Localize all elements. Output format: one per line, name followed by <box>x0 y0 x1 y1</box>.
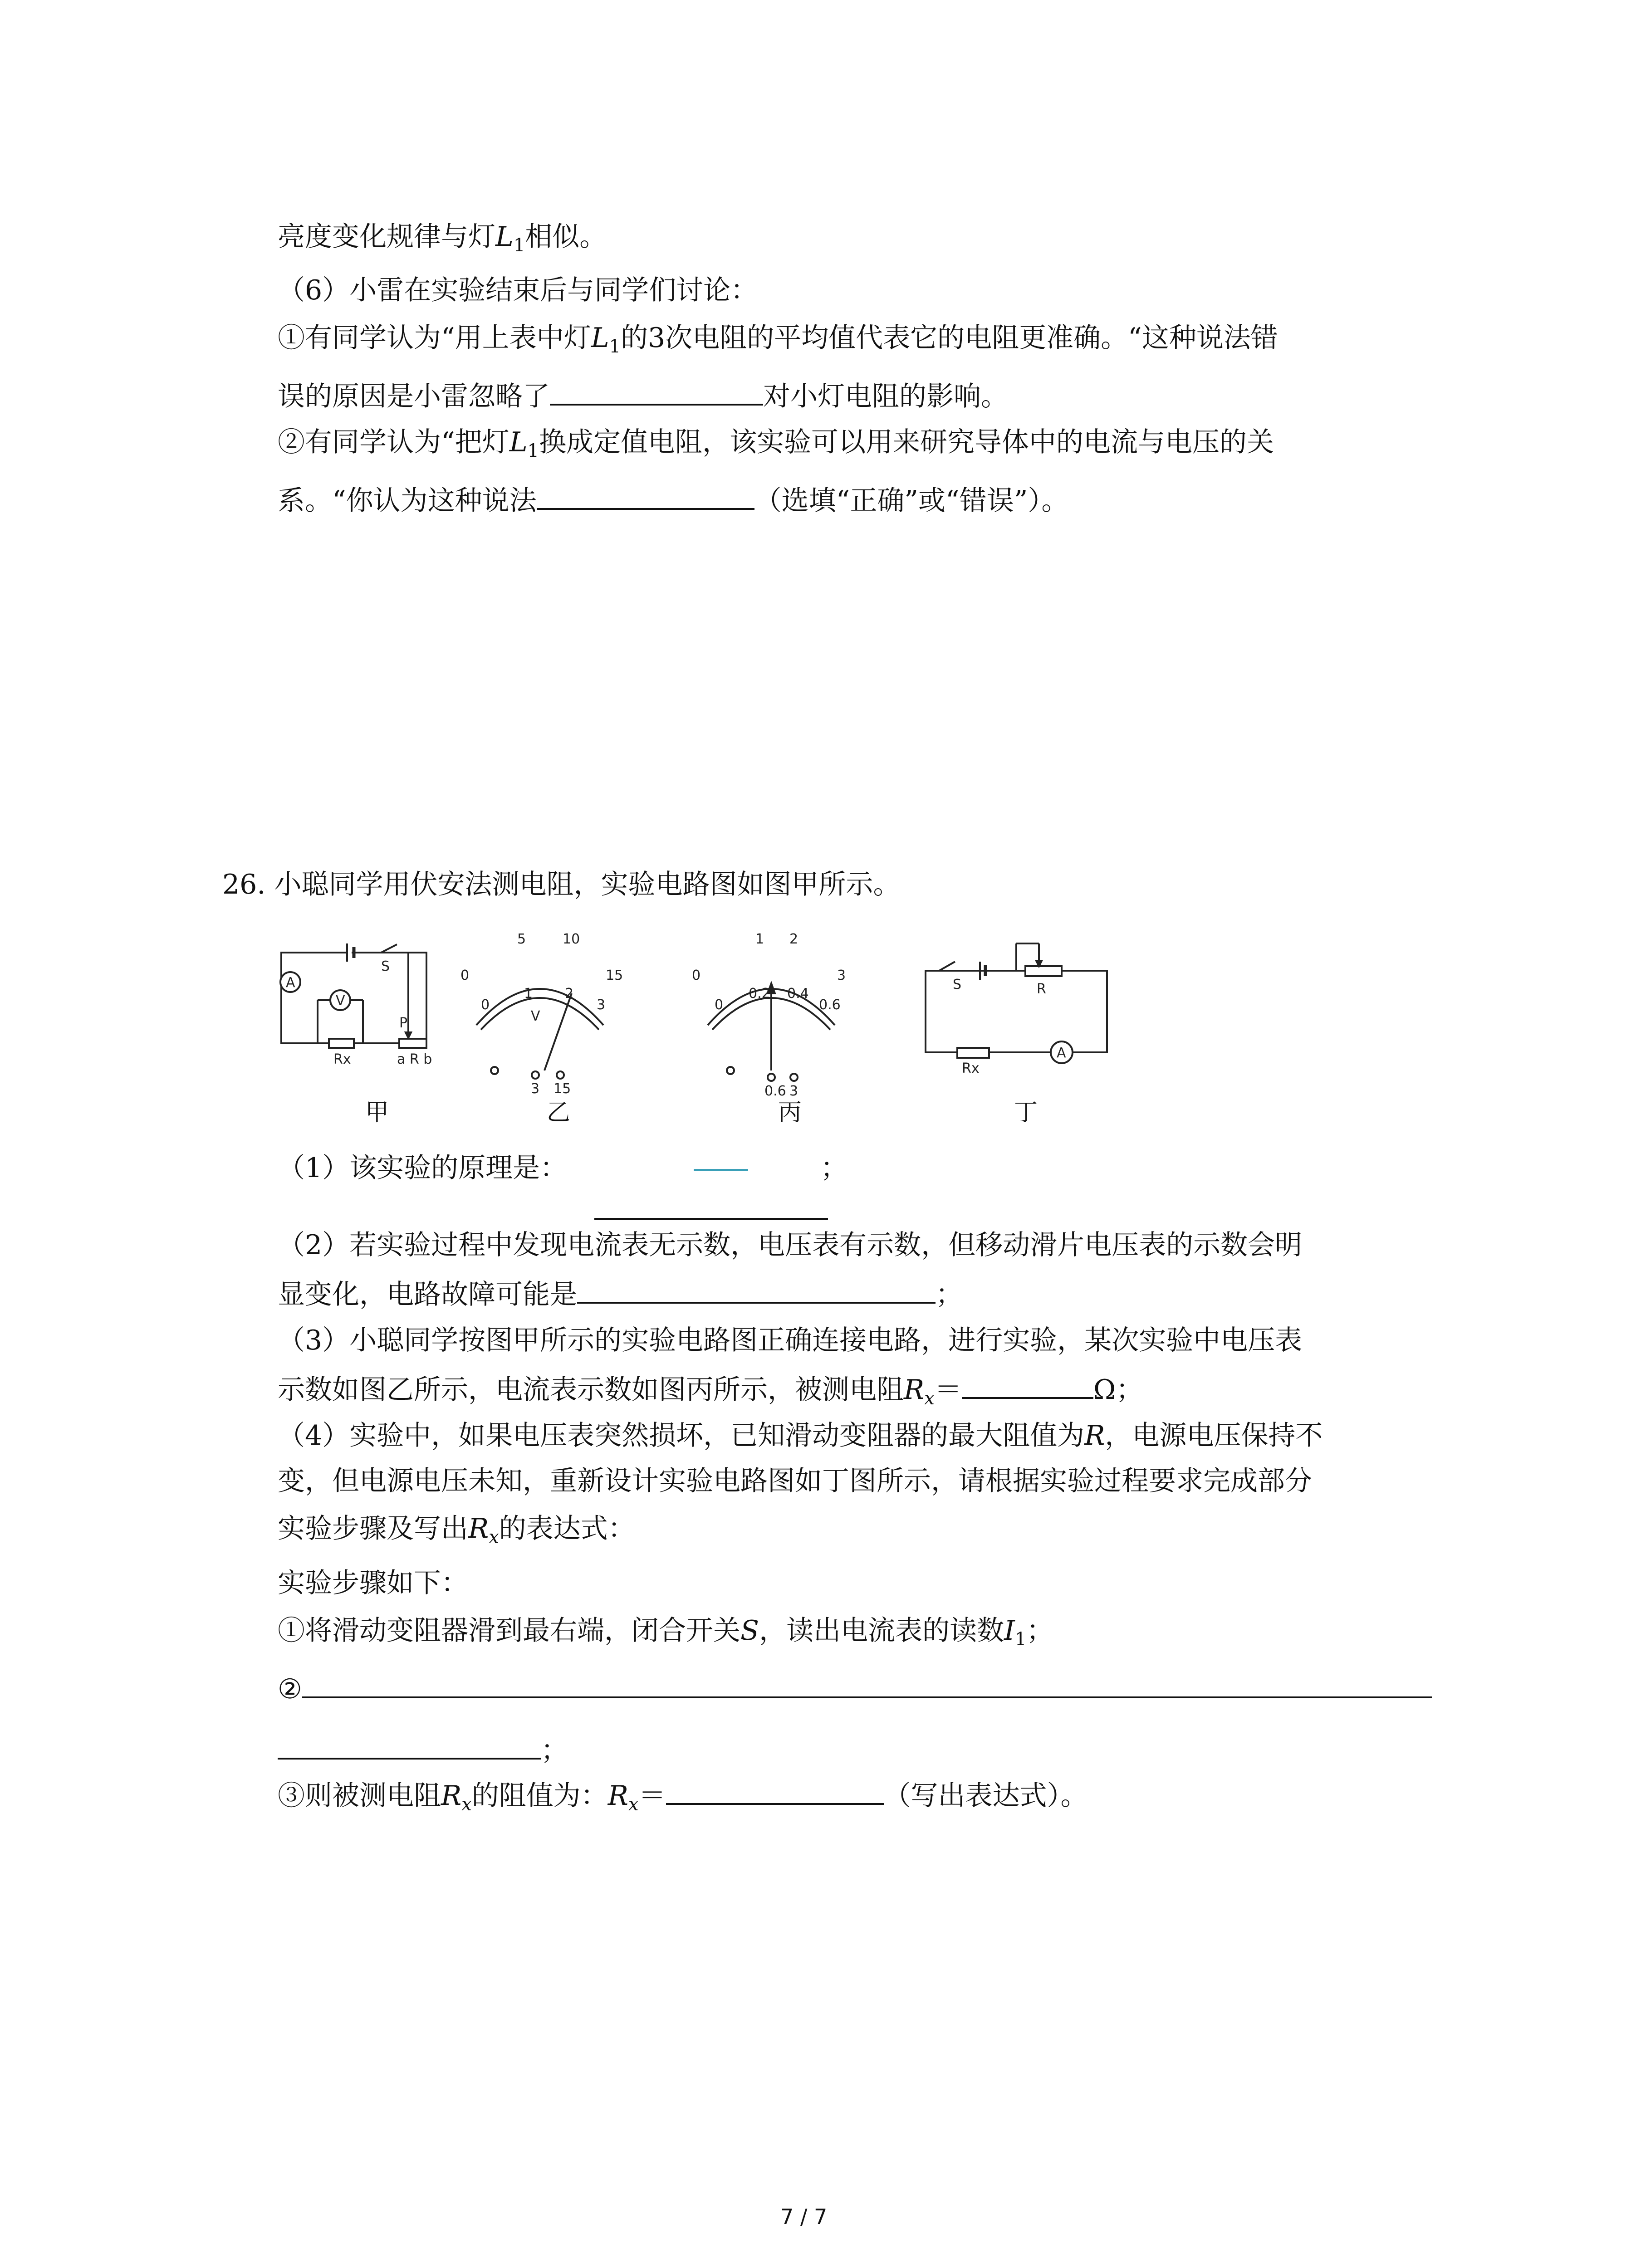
q26-s4c: 实验步骤及写出$R_x$的表达式： <box>278 1513 635 1548</box>
answer-blank[interactable] <box>594 1218 828 1220</box>
q26-s2a: （2）若实验过程中发现电流表无示数，电压表有示数，但移动滑片电压表的示数会明 <box>278 1229 1303 1261</box>
v-term-3: 3 <box>531 1081 540 1097</box>
q26-s2b: 显变化，电路故障可能是 ； <box>278 1275 963 1313</box>
q26-step1: ①将滑动变阻器滑到最右端，闭合开关S，读出电流表的读数$I_1$； <box>278 1615 1054 1650</box>
ding-Rx: Rx <box>962 1061 980 1076</box>
v-scale-0b: 0 <box>481 997 490 1013</box>
label-P: P <box>399 1015 408 1031</box>
q26-s3b: 示数如图乙所示，电流表示数如图丙所示，被测电阻$R_x= \Omega$； <box>278 1370 1143 1417</box>
q26-step3: ③则被测电阻$R_x$的阻值为：$R_x=$ （写出表达式）。 <box>278 1776 1088 1823</box>
circuit-ding <box>926 943 1107 1063</box>
answer-blank[interactable] <box>666 1776 884 1805</box>
q26-s1: （1）该实验的原理是： ； <box>278 1152 848 1184</box>
q26-step2-cont: ； <box>278 1730 568 1769</box>
v-scale-3: 3 <box>597 997 606 1013</box>
q26-figures <box>272 925 1180 1098</box>
v-scale-0: 0 <box>460 968 470 983</box>
caption-jia: 甲 <box>365 1099 389 1126</box>
label-V: V <box>336 993 345 1009</box>
caption-bing: 丙 <box>778 1099 802 1126</box>
q25-sub-6: （6）小雷在实验结束后与同学们讨论： <box>278 274 758 306</box>
v-scale-15: 15 <box>606 968 623 983</box>
a-scale-0b: 0 <box>715 997 724 1013</box>
a-scale-0.6: 0.6 <box>819 997 841 1013</box>
q25-point-1b: 误的原因是小雷忽略了 对小灯电阻的影响。 <box>278 376 1008 415</box>
voltmeter-dial <box>476 989 606 1079</box>
answer-blank[interactable] <box>577 1275 936 1304</box>
answer-blank[interactable] <box>278 1730 541 1760</box>
page-number: 7 / 7 <box>780 2204 828 2229</box>
a-scale-2: 2 <box>789 931 798 947</box>
answer-mark <box>694 1169 748 1171</box>
answer-blank[interactable] <box>537 481 754 510</box>
caption-yi: 乙 <box>547 1099 571 1126</box>
q26-s3a: （3）小聪同学按图甲所示的实验电路图正确连接电路，进行实验，某次实验中电压表 <box>278 1325 1303 1356</box>
q25-point-2b: 系。“你认为这种说法 （选填“正确”或“错误”）。 <box>278 481 1068 519</box>
ding-R: R <box>1037 981 1046 997</box>
a-scale-0.4: 0.4 <box>787 986 809 1002</box>
q26-steps-head: 实验步骤如下： <box>278 1567 468 1599</box>
q26-step2: ② <box>278 1669 1432 1707</box>
a-scale-1: 1 <box>755 931 764 947</box>
q25-point-2a: ②有同学认为“把灯$L_1$换成定值电阻，该实验可以用来研究导体中的电流与电压的关 <box>278 426 1274 461</box>
q26-s4a: （4）实验中，如果电压表突然损坏，已知滑动变阻器的最大阻值为R，电源电压保持不 <box>278 1420 1323 1452</box>
label-S: S <box>381 958 390 974</box>
a-scale-3: 3 <box>837 968 846 983</box>
ding-A: A <box>1057 1045 1066 1061</box>
circuit-jia <box>280 943 426 1048</box>
v-scale-5: 5 <box>517 931 526 947</box>
ammeter-dial <box>708 983 835 1081</box>
a-term-0.6: 0.6 <box>764 1083 786 1098</box>
v-scale-2: 2 <box>565 986 574 1002</box>
caption-ding: 丁 <box>1014 1099 1038 1126</box>
answer-blank[interactable] <box>550 376 763 406</box>
v-scale-1: 1 <box>524 986 533 1002</box>
q25-point-1a: ①有同学认为“用上表中灯$L_1$的3次电阻的平均值代表它的电阻更准确。“这种说法错 <box>278 322 1278 357</box>
v-term-15: 15 <box>554 1081 571 1097</box>
q25-line-1: 亮度变化规律与灯$L_1$相似。 <box>278 221 607 256</box>
dial-V: V <box>531 1008 540 1024</box>
answer-blank[interactable] <box>962 1370 1093 1399</box>
a-scale-0: 0 <box>692 968 701 983</box>
q26-s4b: 变，但电源电压未知，重新设计实验电路图如丁图所示，请根据实验过程要求完成部分 <box>278 1465 1312 1497</box>
ding-S: S <box>953 977 962 992</box>
q26-intro: 26. 小聪同学用伏安法测电阻，实验电路图如图甲所示。 <box>222 869 901 900</box>
label-Rx: Rx <box>333 1051 351 1067</box>
label-aRb: a R b <box>397 1051 432 1067</box>
a-term-3: 3 <box>789 1083 798 1098</box>
v-scale-10: 10 <box>563 931 580 947</box>
answer-blank[interactable] <box>302 1669 1432 1698</box>
a-scale-0.2: 0.2 <box>749 986 770 1002</box>
label-A: A <box>286 975 295 991</box>
